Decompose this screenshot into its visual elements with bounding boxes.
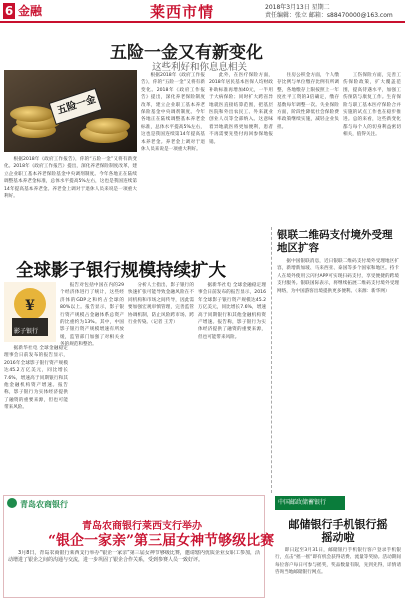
article2-column: 据新华社电 全球金融稳定理事会日前发布的报告显示，2016年全球影子银行资产规模达45.2万亿美元，同比增长7.6%，增速高于同期银行和其他金融机构资产增速。报告称，影子银行为实体经济提供了融资的重要来源，但也可能带来风险。 [4,346,68,411]
ad-body: 3月8日，青岛农商银行莱西支行举办“银企一家亲”第三届女神节够级比赛，邀请辖内优质企业女职工参加，活动增进了银企之间的沟通与交流，进一步巩固了银企合作关系，受到参赛人员一致好评。 [8,550,260,564]
article1-subtitle: 这些利好和你息息相关 [152,62,248,73]
article1-column: 根据2018年《政府工作报告》，你的“五险一金”又将有新变化。2018年《政府工作报告》提出，深化养老保险制度改革，建立企业职工基本养老保险基金中央调剂制度。今年各地正在陆续调整基本养老金标准，总体水平提高5%左右，这也是我国连续第14年提高基本养老金。养老金上调对于退休人员来说是一项重大利好。 [141,73,205,153]
header-info [265,4,393,20]
post-bank-body: 即日起至3月31日，邮储银行手机银行客户登录手机银行，点击“摇一摇”即有机会获得话费、流量等奖励。活动期间每位客户每日可参与摇奖，奖品数量有限，先到先得，详情请咨询当地邮储银行网点。 [275,548,401,576]
editor-line: 责任编辑：张立 邮箱：s88470000@163.com [265,12,393,19]
article2-column: 据新华社电 全球金融稳定理事会日前发布的报告显示，2016年全球影子银行资产规模达45.2万亿美元，同比增长7.6%，增速高于同期银行和其他金融机构资产增速。报告称，影子银行为实体经济提供了融资的重要来源，但也可能带来风险。 [198,283,266,340]
illustration-label: 影子银行 [14,328,39,335]
article1-title: 五险一金又有新变化 [110,43,263,63]
article1-photo [4,70,137,152]
article1-column: 此外，在医疗保险方面，2018年居民基本医保人均财政补助标准再增加40元，一半用于大病保险；同时扩大跨省异地就医直接结算范围，把基层医院和外出农民工、外来就业创业人员等全部纳入。这意味着异地就医将更加便利，患者不再需要先垫付再回参保地报销。 [209,73,273,145]
bank-brand: 青岛农商银行 [20,500,68,509]
bank-logo-icon [7,498,17,508]
article2-illustration [4,282,56,342]
svg-text:¥: ¥ [25,298,35,314]
date-line: 2018年3月13日 星期二 [265,4,330,11]
section-title: 金融 [18,4,43,18]
post-bank-title: 邮储银行手机银行摇摇动啦 [288,518,388,544]
header-rule [0,21,405,23]
article2-column: 分析人士指出，影子银行的快速扩张可能导致金融风险在不同机构和市场之间传导，因此需要加强宏观审慎管理，完善监管协调机制，防止风险跨市场、跨行业传染。（记者 王芳） [128,283,194,326]
newspaper-name: 莱西市情 [150,3,215,21]
post-bank-logo: 中国邮政储蓄银行 [275,496,345,510]
article1-column: 根据2018年《政府工作报告》，你的“五险一金”又将有新变化。2018年《政府工作报告》提出，深化养老保险制度改革，建立企业职工基本养老保险基金中央调剂制度。今年各地正在陆续调整基本养老金标准，总体水平提高5%左右，这也是我国连续第14年提高基本养老金。养老金上调对于退休人员来说是一项重大利好。 [4,157,137,200]
article2-column: 报告对包括中国在内的29个经济体进行了统计，这些经济体的GDP之和约占全球的80%以上。报告显示，影子银行资产规模占金融体系总资产的比重约为13%。其中，中国影子银行资产规模增速有所放缓，监管部门加强了对相关业务的规范和整治。 [60,283,124,348]
sidebar-body: 据中国银联消息，近日银联二维码支付境外受理地区扩容，新增新加坡、马来西亚、泰国等多个国家和地区。持卡人在境外使用云闪付APP可实现扫码支付，享受便捷的跨境支付服务。银联国际表示，将继续拓展二维码支付境外受理网络，为中国游客出境提供更多便利。（来源：新华网） [277,259,399,294]
article2-title: 全球影子银行规模持续扩大 [16,261,226,281]
photo-caption: 五险一金 [55,93,98,117]
article1-column: 住房公积金方面，个人缴存比例与单位缴存比例有所调整，各地缴存上限按照上一年度社平工资的3倍确定，缴存基数每年调整一次。失业保险方面，阶段性降低社会保险费率政策继续实施，减轻企业负担。 [277,73,339,130]
article1-column: 工伤保险方面，完善工伤保险政策，扩大覆盖范围，提高待遇水平，加强工伤预防与康复工作。生育保险与职工基本医疗保险合并实施的试点工作也在稳步推进。总的来看，这些新变化都与每个人的切身利益密切相关，值得关注。 [343,73,401,138]
page-number: 6 [4,4,14,18]
ad-headline-1: 青岛农商银行莱西支行举办 [82,521,202,532]
sidebar-title: 银联二维码支付境外受理地区扩容 [277,229,393,254]
ad-headline-2: “银企一家亲”第三届女神节够级比赛 [48,533,275,549]
